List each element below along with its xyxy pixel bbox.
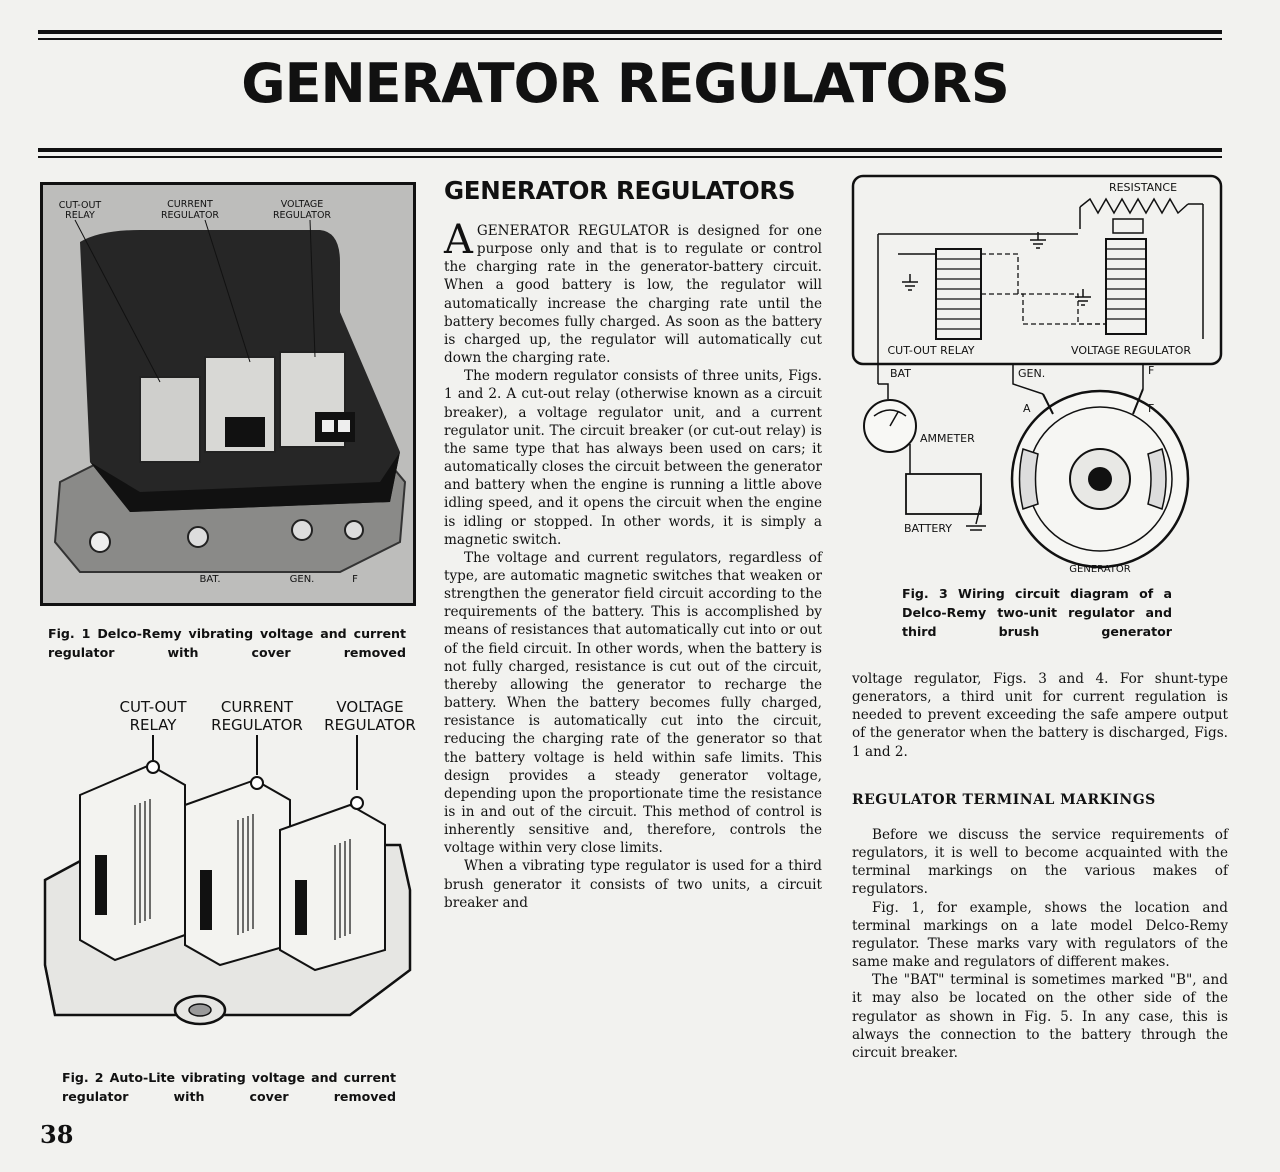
article-paragraph-7: Fig. 1, for example, shows the location and terminal markings on a late model Delco-Remy regulator. These marks vary with regulators of the same make and regulators of different makes. [852, 899, 1228, 971]
fig3-label-battery: BATTERY [903, 522, 953, 535]
fig2-label-cutout-1: CUT-OUT [119, 698, 187, 716]
article-paragraph-2: The modern regulator consists of three units, Figs. 1 and 2. A cut-out relay (otherwise known as a circuit breaker), a voltage regulator unit, and a current regulator unit. The circuit breaker (or cut-out relay) is the same type that has always been used on cars; it automatically closes the circuit between the generator and battery when the engine is running a little above idling speed, and it opens the circuit when the engine is idling or stopped. In other words, it is simply a magnetic switch. [444, 368, 822, 548]
article-paragraph-6: Before we discuss the service requirements of regulators, it is well to become acquainted with the terminal markings on the various makes of regulators. [852, 827, 1228, 898]
fig1-caption: Fig. 1 Delco-Remy vibrating voltage and current regulator with cover removed [48, 626, 406, 660]
fig2-drawing [40, 695, 416, 1065]
fig2-label-voltage-2: REGULATOR [324, 716, 416, 734]
page-title: GENERATOR REGULATORS [241, 52, 1009, 115]
article-paragraph-8: The "BAT" terminal is sometimes marked "B", and it may also be located on the other side of the regulator as shown in Fig. 5. In any case, this is always the connection to the battery through the circuit breaker. [852, 972, 1228, 1061]
article-paragraph-1: AGENERATOR REGULATOR is designed for one purpose only and that is to regulate or control the charging rate in the generator-battery circuit. When a good battery is low, the regulator will automatically increase the charging rate until the battery becomes fully charged. As soon as the battery is charged up, the regulator will automatically cut down the charging rate. [444, 217, 822, 367]
fig1-label-cutout-1: CUT-OUT [58, 200, 102, 211]
fig3-label-a: A [1023, 402, 1031, 415]
title-rule-thick [38, 148, 1222, 152]
article-column-right-bottom [852, 826, 1228, 1062]
fig1-label-voltage-2: REGULATOR [272, 210, 332, 221]
fig1-label-gen: GEN. [289, 574, 315, 585]
fig3-label-voltage-regulator: VOLTAGE REGULATOR [1070, 344, 1192, 357]
article-paragraph-5: voltage regulator, Figs. 3 and 4. For shunt-type generators, a third unit for current regulation is needed to prevent exceeding the safe ampere output of the generator when the battery is discharged, Figs. 1 and 2. [852, 671, 1228, 760]
fig3-label-f-gen: F [1148, 402, 1155, 415]
fig3-label-generator: GENERATOR [1069, 564, 1131, 574]
article-column-right-top [852, 670, 1228, 761]
top-rule-thin [38, 38, 1222, 40]
fig3-wiring-diagram [848, 174, 1226, 574]
article-column-middle [444, 217, 822, 912]
article-dropcap: A [444, 217, 473, 263]
fig3-label-bat: BAT [890, 367, 911, 380]
fig2-caption: Fig. 2 Auto-Lite vibrating voltage and current regulator with cover removed [62, 1070, 396, 1104]
fig1-label-voltage-1: VOLTAGE [280, 199, 324, 210]
fig2-label-current-2: REGULATOR [211, 716, 303, 734]
fig1-photo [40, 182, 416, 606]
fig1-label-cutout-2: RELAY [65, 210, 95, 221]
fig1-label-bat: BAT. [199, 574, 221, 585]
fig3-label-cutout-relay: CUT-OUT RELAY [887, 344, 975, 357]
fig3-label-gen: GEN. [1018, 367, 1046, 380]
fig3-label-ammeter: AMMETER [920, 432, 975, 445]
fig1-label-current-2: REGULATOR [160, 210, 220, 221]
fig3-caption: Fig. 3 Wiring circuit diagram of a Delco-Remy two-unit regulator and third brush generator [902, 586, 1172, 639]
top-rule-thick [38, 30, 1222, 34]
fig2-label-cutout-2: RELAY [129, 716, 177, 734]
article-paragraph-4: When a vibrating type regulator is used for a third brush generator it consists of two units, a circuit breaker and [444, 858, 822, 911]
fig3-label-resistance: RESISTANCE [1108, 181, 1178, 194]
page-number: 38 [40, 1120, 74, 1149]
fig1-label-current-1: CURRENT [167, 199, 213, 210]
article-paragraph-3: The voltage and current regulators, regardless of type, are automatic magnetic switches that weaken or strengthen the generator field circuit according to the requirements of the battery. This is accomplished by means of resistances that automatically cut into or out of the field circuit. In other words, when the battery is not fully charged, resistance is cut out of the circuit, thereby allowing the generator to recharge the battery. When the battery becomes fully charged, resistance is automatically cut into the circuit, reducing the charging rate of the generator so that the battery voltage is held within safe limits. This design provides a steady generator voltage, depending upon the proportionate time the resistance is in and out of the circuit. This method of control is inherently sensitive and, therefore, controls the voltage within very close limits. [444, 549, 822, 857]
title-rule-thin [38, 156, 1222, 158]
fig2-label-voltage-1: VOLTAGE [336, 698, 404, 716]
article-heading: GENERATOR REGULATORS [444, 176, 796, 205]
fig2-label-current-1: CURRENT [220, 698, 294, 716]
fig3-label-f: F [1148, 364, 1155, 377]
fig1-label-f: F [352, 574, 358, 585]
article-subheading: REGULATOR TERMINAL MARKINGS [852, 792, 1156, 808]
